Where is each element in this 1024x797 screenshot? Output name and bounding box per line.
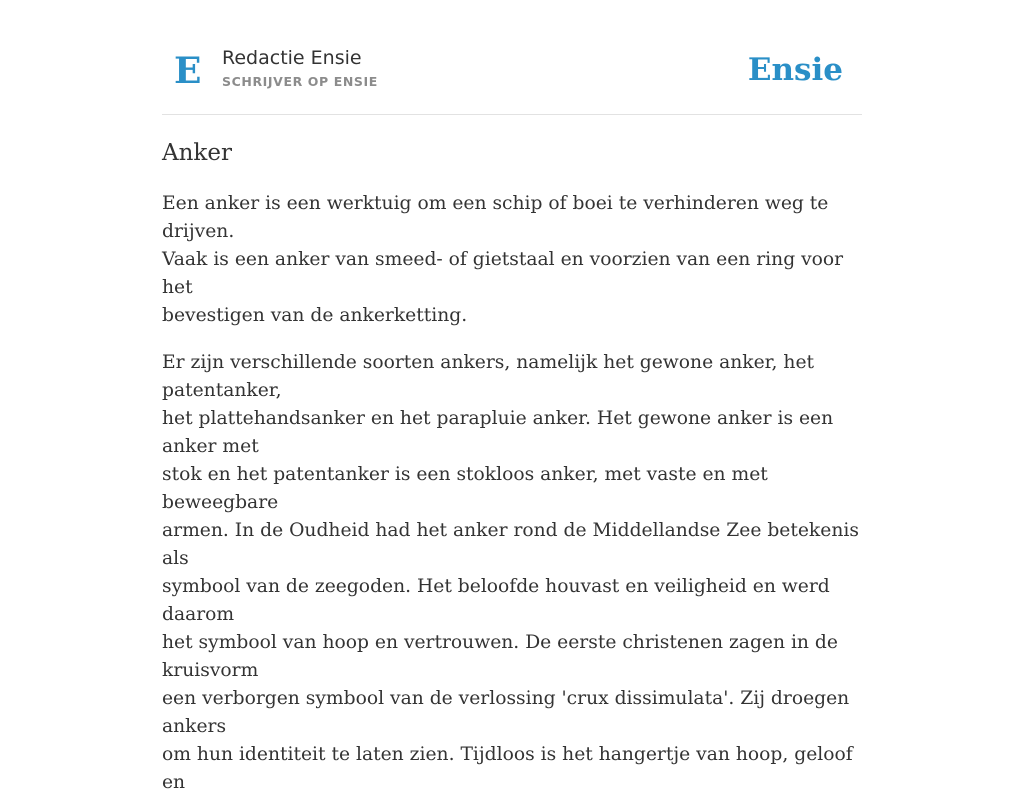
site-logo-link[interactable]: Ensie <box>747 52 843 88</box>
author-avatar-logo[interactable]: E <box>174 50 202 92</box>
article-paragraph: Een anker is een werktuig om een schip of boei te verhinderen weg te drijven. Vaak is een anker van smeed- of gietstaal en voorzien van een ring voor het bevestigen van de ankerketting. <box>162 193 844 326</box>
article-paragraph: Er zijn verschillende soorten ankers, namelijk het gewone anker, het patentanker, het plattehandsanker en het parapluie anker. Het gewone anker is een anker met stok en het patentanker is een stokloos anker, met vaste en met beweegbare armen. In de Oudheid had het anker rond de Middellandse Zee betekenis als symbool van de zeegoden. Het beloofde houvast en veiligheid en werd daarom het symbool van hoop en vertrouwen. De eerste christenen zagen in de kruisvorm een verborgen symbool van de verlossing 'crux dissimulata'. Zij droegen ankers om hun identiteit te laten zien. Tijdloos is het hangertje van hoop, geloof en <box>162 352 859 793</box>
article-title: Anker <box>162 140 232 166</box>
author-header <box>162 0 862 115</box>
article-body <box>162 136 874 797</box>
author-name-link[interactable]: Redactie Ensie <box>222 47 362 69</box>
author-role-label: SCHRIJVER OP ENSIE <box>222 74 378 89</box>
